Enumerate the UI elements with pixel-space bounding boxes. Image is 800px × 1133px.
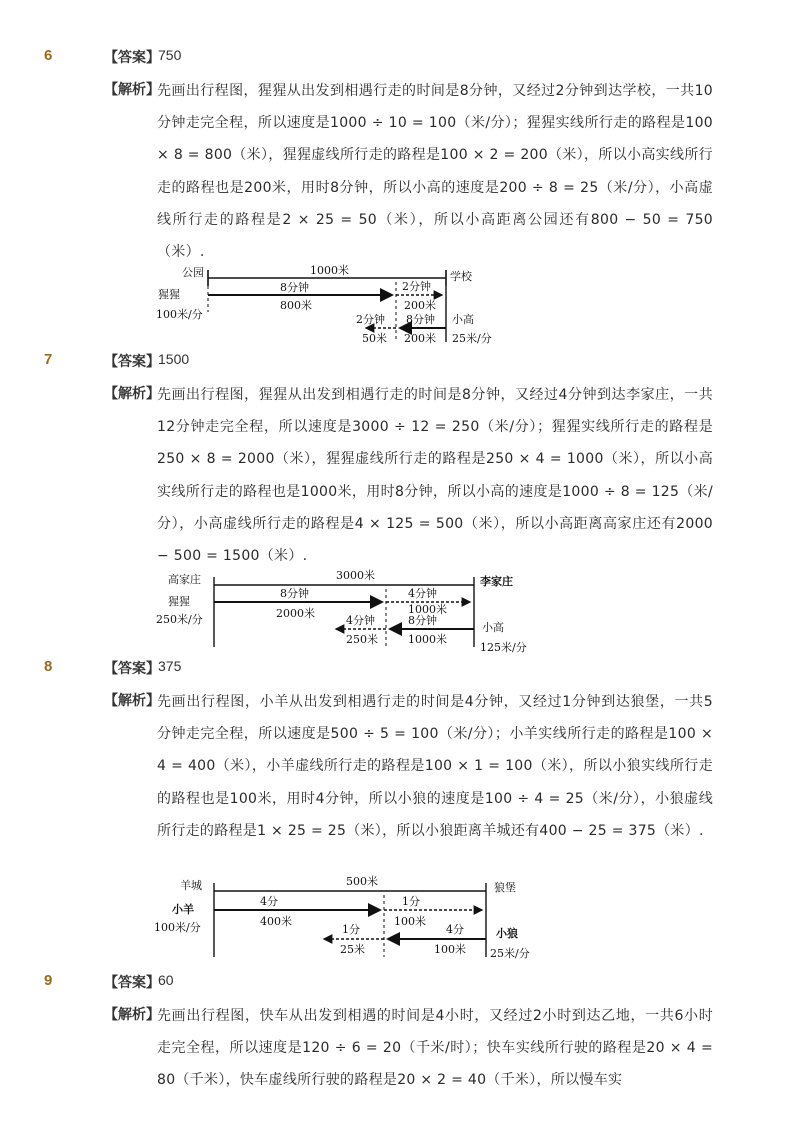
travel-diagram-8 bbox=[150, 873, 550, 965]
travel-diagram-7 bbox=[150, 567, 550, 655]
total-distance-label: 1000米 bbox=[310, 264, 349, 277]
a-name-label: 猩猩 bbox=[158, 288, 180, 301]
right-place-label: 学校 bbox=[450, 270, 472, 283]
a-speed-label: 100米/分 bbox=[156, 308, 203, 321]
problem-number: 7 bbox=[44, 351, 53, 368]
a-speed-label: 100米/分 bbox=[154, 921, 201, 934]
explain-tag: 【解析】 bbox=[104, 693, 160, 709]
a-solid-time: 8分钟 bbox=[280, 281, 309, 294]
total-distance-label: 3000米 bbox=[336, 569, 375, 582]
b-name-label: 小高 bbox=[452, 313, 474, 326]
b-dash-time: 1分 bbox=[342, 923, 360, 936]
a-solid-time: 4分 bbox=[260, 895, 278, 908]
explanation-text: 先画出行程图，猩猩从出发到相遇行走的时间是8分钟，又经过2分钟到达学校，一共10分钟走完全程，所以速度是1000 ÷ 10 = 100（米/分）；猩猩实线所行走的路程是100 × 8 = 800（米），猩猩虚线所行走的路程是100 × 2 = 200（米），所以小高实线所行走的路程也是200米，用时8分钟，所以小高的速度是200 ÷ 8 = 25（米/分），小高虚线所行走的路程是2 × 25 = 50（米），所以小高距离公园还有800 − 50 = 750（米）. bbox=[157, 83, 713, 261]
b-speed-label: 25米/分 bbox=[452, 332, 492, 345]
b-solid-time: 8分钟 bbox=[408, 614, 437, 627]
explain-tag: 【解析】 bbox=[104, 1007, 160, 1023]
answer-tag: 【答案】 bbox=[104, 50, 160, 66]
right-place-label: 狼堡 bbox=[494, 881, 516, 894]
explanation-text: 先画出行程图，猩猩从出发到相遇行走的时间是8分钟，又经过4分钟到达李家庄，一共12分钟走完全程，所以速度是3000 ÷ 12 = 250（米/分）；猩猩实线所行走的路程是250 × 8 = 2000（米），猩猩虚线所行走的路程是250 × 4 = 1000（米），所以小高实线所行走的路程也是1000米，用时8分钟，所以小高的速度是1000 ÷ 8 = 125（米/分），小高虚线所行走的路程是4 × 125 = 500（米），所以小高距离高家庄还有2000 − 500 = 1500（米）. bbox=[157, 387, 713, 565]
explanation-text: 先画出行程图，小羊从出发到相遇行走的时间是4分钟，又经过1分钟到达狼堡，一共5分钟走完全程，所以速度是500 ÷ 5 = 100（米/分）；小羊实线所行走的路程是100 × 4 = 400（米），小羊虚线所行走的路程是100 × 1 = 100（米），所以小狼实线所行走的路程也是100米，用时4分钟，所以小狼的速度是100 ÷ 4 = 25（米/分），小狼虚线所行走的路程是1 × 25 = 25（米），所以小狼距离羊城还有400 − 25 = 375（米）. bbox=[157, 694, 713, 839]
b-name-label: 小高 bbox=[482, 621, 504, 634]
answer-value: 60 bbox=[158, 972, 174, 988]
b-dash-distance: 50米 bbox=[362, 332, 387, 345]
b-name-label: 小狼 bbox=[496, 927, 518, 940]
left-place-label: 羊城 bbox=[180, 879, 202, 892]
b-solid-time: 8分钟 bbox=[406, 313, 435, 326]
left-place-label: 高家庄 bbox=[168, 573, 201, 586]
a-name-label: 小羊 bbox=[172, 903, 194, 916]
answer-tag: 【答案】 bbox=[104, 975, 160, 991]
a-dash-distance: 200米 bbox=[404, 299, 436, 312]
total-distance-label: 500米 bbox=[346, 875, 378, 888]
left-place-label: 公园 bbox=[182, 266, 204, 279]
b-solid-distance: 100米 bbox=[434, 943, 466, 956]
answer-tag: 【答案】 bbox=[104, 661, 160, 677]
explain-tag: 【解析】 bbox=[104, 386, 160, 402]
a-dash-time: 1分 bbox=[402, 895, 420, 908]
a-name-label: 猩猩 bbox=[168, 595, 190, 608]
problem-number: 8 bbox=[44, 658, 53, 675]
a-solid-time: 8分钟 bbox=[280, 587, 309, 600]
travel-diagram-6 bbox=[150, 262, 510, 348]
problem-number: 9 bbox=[44, 972, 53, 989]
b-dash-time: 2分钟 bbox=[356, 313, 385, 326]
a-dash-distance: 1000米 bbox=[408, 603, 447, 616]
b-dash-distance: 250米 bbox=[346, 633, 378, 646]
b-dash-time: 4分钟 bbox=[346, 614, 375, 627]
answer-value: 375 bbox=[158, 658, 182, 674]
a-solid-distance: 400米 bbox=[260, 915, 292, 928]
answer-value: 750 bbox=[158, 47, 182, 63]
b-speed-label: 25米/分 bbox=[490, 947, 530, 960]
explain-tag: 【解析】 bbox=[104, 82, 160, 98]
answer-value: 1500 bbox=[158, 351, 190, 367]
answer-tag: 【答案】 bbox=[104, 354, 160, 370]
b-solid-distance: 200米 bbox=[404, 332, 436, 345]
b-speed-label: 125米/分 bbox=[480, 641, 527, 654]
a-speed-label: 250米/分 bbox=[156, 613, 203, 626]
problem-number: 6 bbox=[44, 47, 53, 64]
b-dash-distance: 25米 bbox=[340, 943, 365, 956]
b-solid-time: 4分 bbox=[446, 923, 464, 936]
a-dash-time: 4分钟 bbox=[408, 587, 437, 600]
explanation-text: 先画出行程图，快车从出发到相遇的时间是4小时，又经过2小时到达乙地，一共6小时走完全程，所以速度是120 ÷ 6 = 20（千米/时）；快车实线所行驶的路程是20 × 4 = 80（千米），快车虚线所行驶的路程是20 × 2 = 40（千米），所以慢车实 bbox=[157, 1008, 713, 1089]
a-dash-time: 2分钟 bbox=[402, 280, 431, 293]
a-dash-distance: 100米 bbox=[394, 915, 426, 928]
right-place-label: 李家庄 bbox=[480, 575, 513, 588]
a-solid-distance: 2000米 bbox=[276, 607, 315, 620]
b-solid-distance: 1000米 bbox=[408, 633, 447, 646]
a-solid-distance: 800米 bbox=[280, 299, 312, 312]
